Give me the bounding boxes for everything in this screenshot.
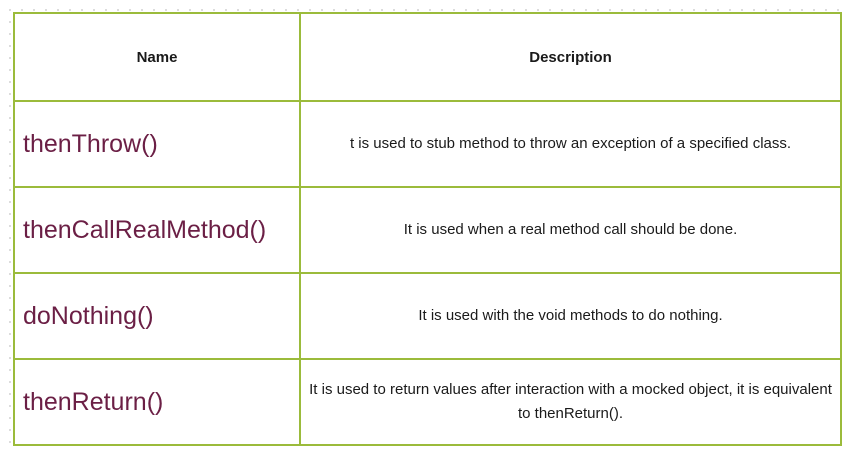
method-name-cell: thenThrow() [14,101,300,187]
methods-table [13,12,842,446]
table-row [14,359,841,445]
table-header-row [14,13,841,101]
method-name-cell: doNothing() [14,273,300,359]
table-row [14,101,841,187]
table-row [14,187,841,273]
method-description-cell: t is used to stub method to throw an exception of a specified class. [300,101,841,187]
method-name-cell: thenCallRealMethod() [14,187,300,273]
table-row [14,273,841,359]
method-description-cell: It is used when a real method call should be done. [300,187,841,273]
method-description-cell: It is used with the void methods to do nothing. [300,273,841,359]
header-name: Name [14,13,300,101]
method-description-cell: It is used to return values after interaction with a mocked object, it is equivalent to thenReturn(). [300,359,841,445]
header-description: Description [300,13,841,101]
method-name-cell: thenReturn() [14,359,300,445]
